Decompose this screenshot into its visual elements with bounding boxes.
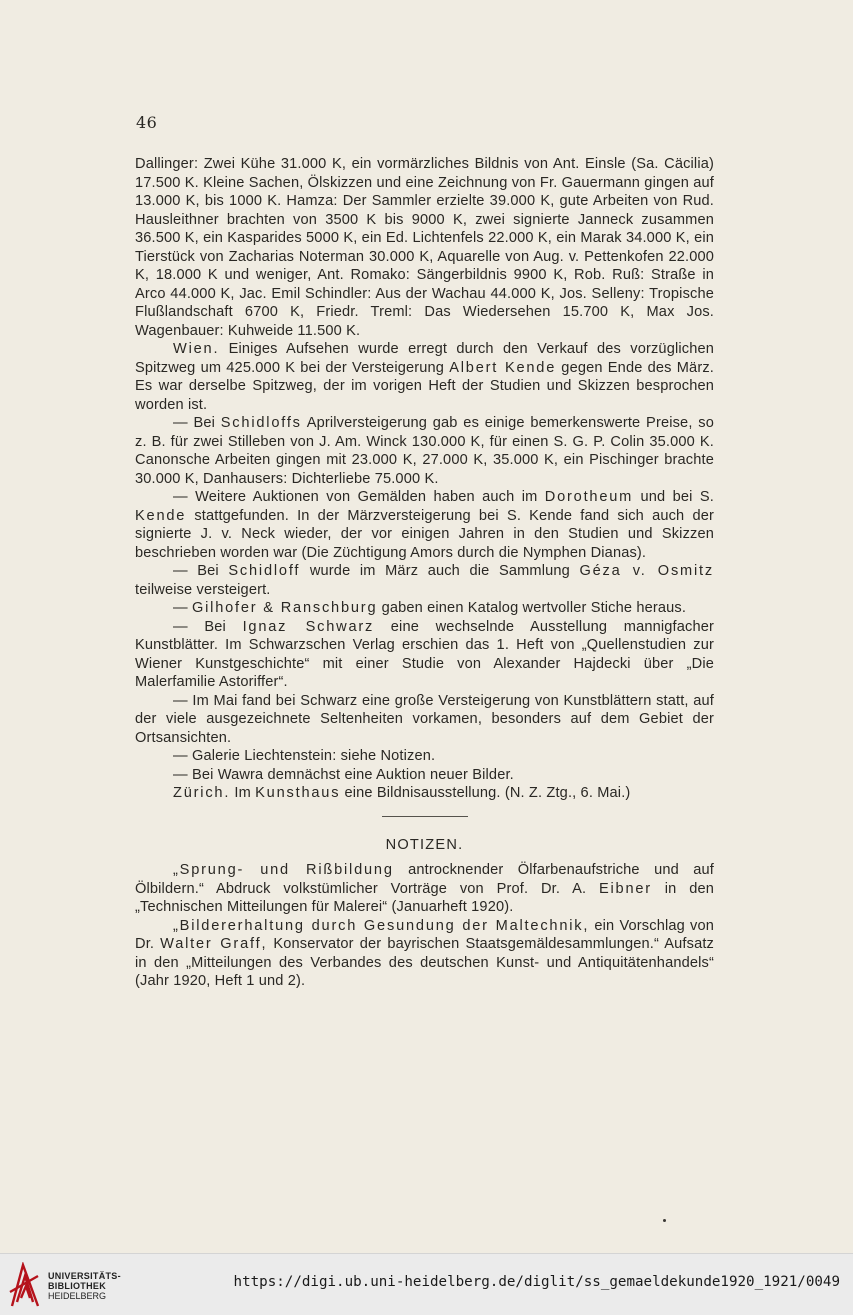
text-column <box>135 155 714 991</box>
paragraph-notiz-bildererhaltung: „Bildererhaltung durch Gesundung der Maltechnik, ein Vorschlag von Dr. Walter Graff, Konservator der bayrischen Staatsgemäldesammlungen.“ Aufsatz in den „Mitteilungen des Verbandes des deutschen Kunst- und Antiquitätenhandels“ (Jahr 1920, Heft 1 und 2). <box>135 917 715 989</box>
paragraph-schidloff-maerz: — Bei Schidloff wurde im März auch die Sammlung Géza v. Osmitz teilweise versteigert. <box>135 563 714 598</box>
paragraph-dallinger: Dallinger: Zwei Kühe 31.000 K, ein vormärzliches Bildnis von Ant. Einsle (Sa. Cäcilia) 17.500 K. Kleine Sachen, Ölskizzen und eine Zeichnung von Fr. Gauermann gingen auf 13.000 K, bis 1000 K. Hamza: Der Sammler erzielte 39.000 K, gute Arbeiten von Rud. Hausleithner brachten von 3500 K bis 9000 K, zwei signierte Janneck zusammen 36.500 K, ein Kasparides 5000 K, ein Ed. Lichtenfels 22.000 K, ein Marak 34.000 K, ein Tierstück von Zacharias Noterman 30.000 K, Aquarelle von Aug. v. Pettenkofen 22.000 K, 18.000 K und weniger, Ant. Romako: Sängerbildnis 9900 K, Rob. Ruß: Straße in Arco 44.000 K, Jac. Emil Schindler: Aus der Wachau 44.000 K, Jos. Selleny: Tropische Flußlandschaft 6700 K, Friedr. Treml: Das Wiedersehen 15.700 K, Max Jos. Wagenbauer: Kuhweide 11.500 K. <box>135 156 714 339</box>
paragraph-dorotheum: — Weitere Auktionen von Gemälden haben auch im Dorotheum und bei S. Kende stattgefunden. In der Märzversteigerung bei S. Kende fand sich auch der signierte J. v. Neck wieder, der vor einigen Jahren in den Studien und Skizzen beschrieben worden war (Die Züchtigung Amors durch die Nymphen Dianas). <box>135 489 714 561</box>
print-speck <box>663 1219 666 1222</box>
notiz-title-sprung: „Sprung- und Rißbildung <box>173 862 394 878</box>
name-ignaz-schwarz: Ignaz Schwarz <box>242 618 375 635</box>
name-kunsthaus: Kunsthaus <box>255 785 341 801</box>
paragraph-gilhofer: — Gilhofer & Ranschburg gaben einen Katalog wertvoller Stiche heraus. <box>173 600 687 616</box>
paragraph-wien: Wien. Einiges Aufsehen wurde erregt durch den Verkauf des vorzüglichen Spitzweg um 425.000 K bei der Versteigerung Albert Kende gegen Ende des März. Es war derselbe Spitzweg, der im vorigen Heft der Studien und Skizzen besprochen worden ist. <box>135 341 714 413</box>
paragraph-liechtenstein: — Galerie Liechtenstein: siehe Notizen. <box>173 748 436 764</box>
place-wien: Wien. <box>173 341 220 357</box>
paragraph-schidloff-april: — Bei Schidloffs Aprilversteigerung gab es einige bemerkenswerte Preise, so z. B. für zwei Stilleben von J. Am. Winck 130.000 K, für einen S. G. P. Colin 35.000 K. Canonsche Arbeiten gingen mit 23.000 K, 27.000 K, 35.000 K, ein Pischinger brachte 30.000 K, Danhausers: Dichterliebe 75.000 K. <box>135 415 714 487</box>
name-kende: Kende <box>135 507 187 524</box>
viewer-footer <box>0 1253 853 1315</box>
notiz-title-bildererhaltung: „Bildererhaltung durch Gesundung der Maltechnik, <box>173 917 590 934</box>
name-gilhofer-ranschburg: Gilhofer & Ranschburg <box>191 600 378 616</box>
section-heading-notizen: NOTIZEN. <box>385 836 464 853</box>
section-divider <box>382 816 468 817</box>
place-zuerich: Zürich. <box>173 785 231 801</box>
name-osmitz: Géza v. Osmitz <box>579 563 714 579</box>
paragraph-schwarz-versteigerung: — Im Mai fand bei Schwarz eine große Versteigerung von Kunstblättern statt, auf der viele ausgezeichnete Seltenheiten vorkamen, besonders auf dem Gebiet der Ortsansichten. <box>135 692 714 746</box>
permalink-url[interactable]: https://digi.ub.uni-heidelberg.de/diglit/ss_gemaeldekunde1920_1921/0049 <box>233 1274 840 1290</box>
name-schidloffs: Schidloffs <box>220 415 302 431</box>
library-name[interactable]: UNIVERSITÄTS- BIBLIOTHEK HEIDELBERG <box>48 1271 121 1301</box>
name-walter-graff: Walter Graff, <box>160 936 268 952</box>
university-seal-icon <box>8 1262 42 1308</box>
paragraph-wawra: — Bei Wawra demnächst eine Auktion neuer Bilder. <box>173 766 514 783</box>
name-eibner: Eibner <box>598 880 652 897</box>
page-number: 46 <box>136 113 158 132</box>
name-schidloff: Schidloff <box>228 563 301 579</box>
paragraph-zuerich: Zürich. Im Kunsthaus eine Bildnisausstellung. (N. Z. Ztg., 6. Mai.) <box>173 785 631 801</box>
name-dorotheum: Dorotheum <box>544 489 634 505</box>
paragraph-schwarz-ausstellung: — Bei Ignaz Schwarz eine wechselnde Ausstellung mannigfacher Kunstblätter. Im Schwarzschen Verlag erschien das 1. Heft von „Quellenstudien zur Wiener Kunstgeschichte“ mit einer Studie von Alexander Hajdecki über „Die Malerfamilie Astoriffer“. <box>135 618 714 690</box>
paragraph-notiz-sprung: „Sprung- und Rißbildung antrocknender Ölfarbenaufstriche und auf Ölbildern.“ Abdruck volkstümlicher Vorträge von Prof. Dr. A. Eibner in den „Technischen Mitteilungen für Malerei“ (Januarheft 1920). <box>135 862 714 915</box>
name-albert-kende: Albert Kende <box>449 359 557 376</box>
